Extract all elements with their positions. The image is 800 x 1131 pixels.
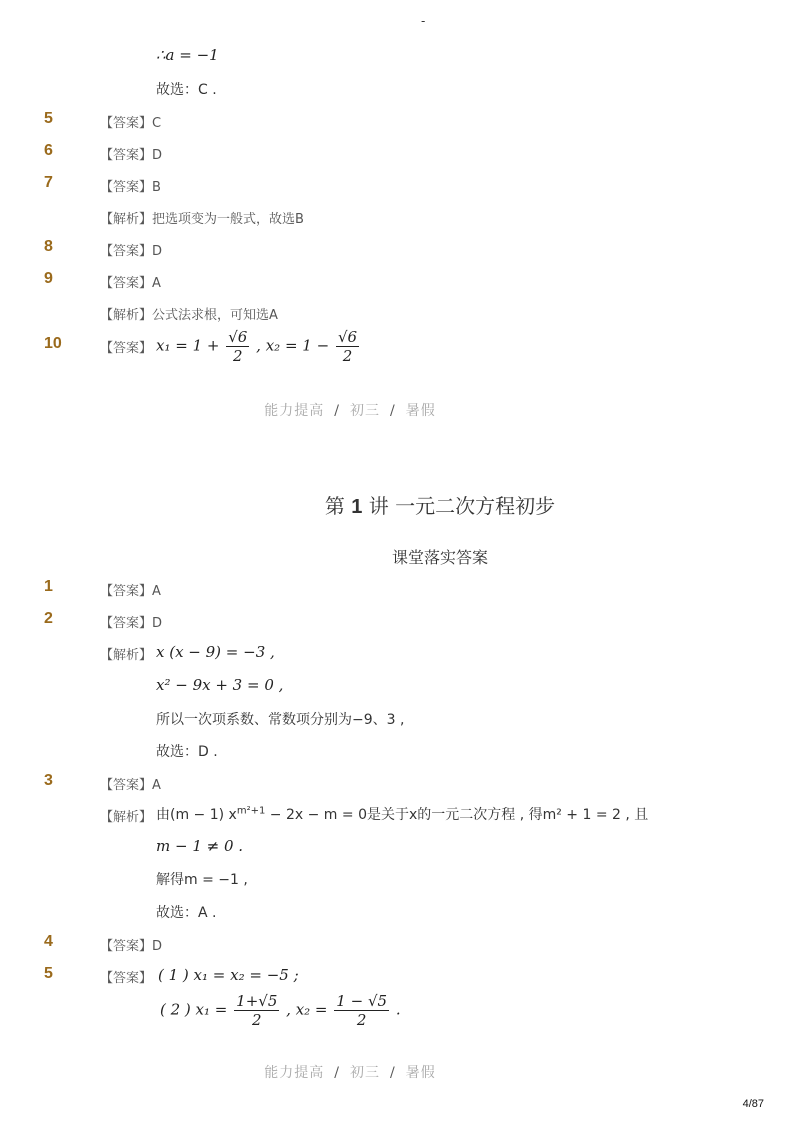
question-number: 9	[44, 270, 53, 287]
numerator: 1 − √5	[336, 992, 388, 1010]
question-number: 2	[44, 610, 53, 627]
q5-part2-formula	[160, 992, 401, 1029]
math-line: ∴a = −1	[156, 46, 219, 64]
math-part: 由(m − 1) x	[156, 807, 237, 823]
footer-grade: 初三	[350, 1065, 380, 1081]
numerator: √6	[337, 328, 358, 346]
answer-line	[100, 112, 161, 131]
footer-term: 暑假	[405, 1065, 436, 1081]
analysis-line	[100, 208, 304, 227]
fraction	[234, 992, 279, 1029]
numerator: √6	[228, 328, 248, 346]
lecture-number: 1	[351, 496, 363, 518]
question-number: 4	[44, 933, 53, 950]
footer-separator: /	[390, 403, 396, 419]
answer-value: A	[152, 276, 161, 291]
denominator: 2	[233, 347, 243, 365]
x2-lhs: , x₂ =	[286, 1000, 328, 1019]
answer-value: D	[152, 148, 163, 163]
answer-value: D	[152, 244, 163, 259]
question-number: 5	[44, 110, 53, 127]
analysis-tag: 【解析】	[100, 810, 153, 825]
answer-line	[100, 774, 161, 793]
answer-tag: 【答案】	[100, 341, 153, 356]
answer-tag: 【答案】	[100, 778, 153, 793]
answer-tag: 【答案】	[100, 244, 153, 259]
footer-course: 能力提高	[264, 1065, 325, 1081]
analysis-line	[100, 304, 278, 323]
analysis-text: 所以一次项系数、常数项分别为−9、3 ,	[156, 712, 405, 728]
analysis-tag: 【解析】	[100, 308, 153, 323]
top-mark: -	[421, 14, 426, 28]
question-number: 1	[44, 578, 53, 595]
footer-separator: /	[334, 1065, 340, 1081]
answer-line	[100, 176, 161, 195]
answer-line	[100, 580, 161, 599]
q10-answer-formula	[156, 328, 361, 365]
fraction	[226, 328, 249, 365]
math-line: m − 1 ≠ 0 .	[156, 837, 244, 855]
answer-line	[100, 272, 161, 291]
answer-value: C	[152, 116, 162, 131]
denominator: 2	[356, 1011, 367, 1029]
answer-tag: 【答案】	[100, 276, 153, 291]
question-number: 6	[44, 142, 53, 159]
choice-line: 故选：A .	[156, 905, 217, 921]
answer-tag: 【答案】	[100, 939, 153, 954]
answer-line	[100, 612, 162, 631]
question-number: 7	[44, 174, 53, 191]
fraction	[336, 328, 359, 365]
answer-tag: 【答案】	[100, 971, 153, 986]
answer-value: A	[152, 584, 161, 599]
footer-separator: /	[334, 403, 340, 419]
x2-lhs: x₂ = 1 −	[265, 336, 330, 355]
comma: ,	[256, 336, 261, 355]
answer-line	[100, 240, 162, 259]
lecture-title	[0, 490, 800, 519]
question-number: 5	[44, 965, 53, 982]
answer-tag: 【答案】	[100, 616, 153, 631]
page-footer	[0, 1062, 700, 1082]
analysis-text	[156, 804, 648, 824]
question-number: 10	[44, 335, 62, 352]
answer-tag: 【答案】	[100, 148, 153, 163]
answer-tag: 【答案】	[100, 116, 153, 131]
math-line: x (x − 9) = −3 ,	[156, 643, 275, 661]
numerator: 1+√5	[236, 992, 278, 1010]
exponent: m²+1	[236, 805, 266, 817]
choice-line: 故选：C .	[156, 82, 217, 98]
footer-course: 能力提高	[264, 403, 325, 419]
answer-value: A	[152, 778, 161, 793]
footer-grade: 初三	[350, 403, 380, 419]
answer-value: D	[152, 939, 163, 954]
analysis-tag: 【解析】	[100, 648, 153, 663]
answer-tag: 【答案】	[100, 180, 153, 195]
x1-lhs: ( 2 ) x₁ =	[160, 1000, 228, 1019]
math-line: x² − 9x + 3 = 0 ,	[156, 676, 284, 694]
math-line: ( 1 ) x₁ = x₂ = −5 ;	[158, 966, 299, 984]
choice-line: 故选：D .	[156, 744, 218, 760]
footer-term: 暑假	[405, 403, 436, 419]
analysis-tag: 【解析】	[100, 212, 153, 227]
section-title: 课堂落实答案	[391, 548, 488, 567]
analysis-text: 把选项变为一般式，故选B	[152, 212, 304, 227]
footer-separator: /	[390, 1065, 396, 1081]
answer-value: B	[152, 180, 161, 195]
answer-line	[100, 935, 162, 954]
question-number: 3	[44, 772, 53, 789]
answer-value: D	[152, 616, 163, 631]
denominator: 2	[342, 347, 353, 365]
question-number: 8	[44, 238, 53, 255]
fraction	[334, 992, 389, 1029]
answer-tag: 【答案】	[100, 584, 153, 599]
period: .	[395, 1000, 401, 1019]
answer-line	[100, 144, 162, 163]
math-part: − 2x − m = 0是关于x的一元二次方程 , 得m² + 1 = 2 , 且	[265, 807, 649, 823]
page-number: 4/87	[742, 1098, 764, 1110]
denominator: 2	[251, 1011, 262, 1029]
lecture-prefix: 第	[324, 494, 345, 518]
page-footer	[0, 400, 700, 420]
x1-lhs: x₁ = 1 +	[156, 336, 220, 355]
analysis-text: 解得m = −1 ,	[156, 872, 248, 888]
lecture-name: 讲 一元二次方程初步	[368, 494, 556, 518]
analysis-text: 公式法求根，可知选A	[152, 308, 278, 323]
